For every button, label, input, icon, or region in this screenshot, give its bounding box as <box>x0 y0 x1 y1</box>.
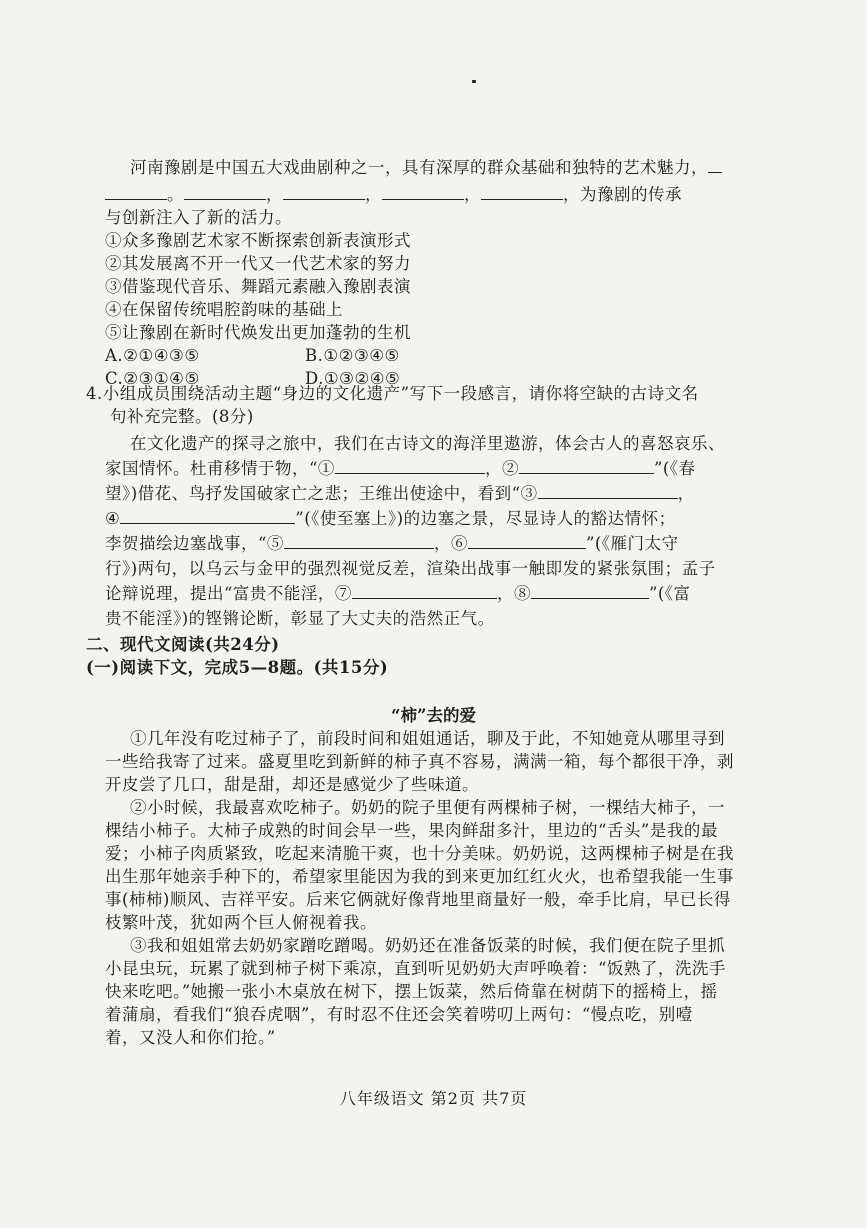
passage-line: 着蒲扇，看我们“狼吞虎咽”，有时忍不住还会笑着唠叨上两句：“慢点吃，别噎 <box>105 1005 693 1024</box>
q4-line: 家国情怀。杜甫移情于物，“① ，② ”(《春 <box>105 459 696 478</box>
passage-line: 快来吃吧。”她搬一张小木桌放在树下，摆上饭菜，然后倚靠在树荫下的摇椅上，摇 <box>105 982 718 1001</box>
q3-line-3: 与创新注入了新的活力。 <box>105 208 292 227</box>
q4-heading-cont: 句补充完整。(8分) <box>110 407 254 426</box>
passage-line: ①几年没有吃过柿子了，前段时间和姐姐通话，聊及于此，不知她竟从哪里寻到 <box>130 729 725 748</box>
passage-line: ③我和姐姐常去奶奶家蹭吃蹭喝。奶奶还在准备饭菜的时候，我们便在院子里抓 <box>130 936 725 955</box>
sub-section-heading: (一)阅读下文，完成5—8题。(共15分) <box>86 658 389 677</box>
q3-item: ①众多豫剧艺术家不断探索创新表演形式 <box>105 231 411 250</box>
passage-line: ②小时候，我最喜欢吃柿子。奶奶的院子里便有两棵柿子树，一棵结大柿子，一 <box>130 798 725 817</box>
answer-blank-5[interactable] <box>284 533 434 549</box>
q4-line: 行》)两句，以乌云与金甲的强烈视觉反差，渲染出战事一触即发的紧张氛围；孟子 <box>105 559 716 578</box>
q4-line: ④ ”(《使至塞上》)的边塞之景，尽显诗人的豁达情怀； <box>105 509 676 528</box>
passage-line: 事(柿柿)顺风、吉祥平安。后来它俩就好像背地里商量好一般，牵手比肩，早已长得 <box>105 890 731 909</box>
answer-blank-4[interactable] <box>120 508 295 524</box>
passage-line: 小昆虫玩，玩累了就到柿子树下乘凉，直到听见奶奶大声呼唤着：“饭熟了，洗洗手 <box>105 959 726 978</box>
answer-blank-2[interactable] <box>519 458 654 474</box>
answer-blank-1[interactable] <box>335 458 485 474</box>
passage-line: 棵结小柿子。大柿子成熟的时间会早一些，果肉鲜甜多汁，里边的“舌头”是我的最 <box>105 821 718 840</box>
ink-dot <box>472 80 476 83</box>
option-a[interactable]: A.②①④③⑤ <box>105 346 200 365</box>
question-3 <box>105 156 715 390</box>
option-c[interactable]: C.②③①④⑤ <box>105 369 200 388</box>
answer-blank-7[interactable] <box>352 583 497 599</box>
q3-item: ②其发展离不开一代又一代艺术家的努力 <box>105 254 411 273</box>
passage-title-wrap <box>0 702 867 726</box>
answer-blank-6[interactable] <box>468 533 586 549</box>
option-b[interactable]: B.①②③④⑤ <box>305 346 400 365</box>
option-d[interactable]: D.①③②④⑤ <box>305 369 401 388</box>
passage-line: 着，又没人和你们抢。” <box>105 1028 276 1047</box>
answer-blank-3[interactable] <box>538 483 678 499</box>
q4-heading: 4.小组成员围绕活动主题“身边的文化遗产”写下一段感言，请你将空缺的古诗文名 <box>86 384 699 403</box>
page-footer: 八年级语文 第2页 共7页 <box>339 1089 528 1108</box>
q3-item: ③借鉴现代音乐、舞蹈元素融入豫剧表演 <box>105 277 411 296</box>
q3-item: ④在保留传统唱腔韵味的基础上 <box>105 300 343 319</box>
q3-line-1: 河南豫剧是中国五大戏曲剧种之一，具有深厚的群众基础和独特的艺术魅力， <box>105 156 715 179</box>
answer-blank[interactable] <box>184 184 266 200</box>
q4-line: 论辩说理，提出“富贵不能淫，⑦ ，⑧ ”(《富 <box>105 584 691 603</box>
answer-blank[interactable] <box>283 184 365 200</box>
answer-blank[interactable] <box>708 157 722 173</box>
passage-line: 一些给我寄了过来。盛夏里吃到新鲜的柿子真不容易，满满一箱，每个都很干净，剥 <box>105 752 734 771</box>
q3-line-2: 。 ， ， ， ，为豫剧的传承 <box>105 183 715 206</box>
answer-blank[interactable] <box>382 184 464 200</box>
passage-line: 爱；小柿子肉质紧致，吃起来清脆干爽，也十分美味。奶奶说，这两棵柿子树是在我 <box>105 844 734 863</box>
q4-line: 望》)借花、鸟抒发国破家亡之悲；王维出使途中，看到“③ ， <box>105 484 695 503</box>
answer-blank-8[interactable] <box>531 583 649 599</box>
passage-title: “柿”去的爱 <box>391 706 476 725</box>
reading-passage <box>105 727 734 1049</box>
q4-passage <box>105 432 725 630</box>
q3-item: ⑤让豫剧在新时代焕发出更加蓬勃的生机 <box>105 323 411 342</box>
passage-line: 枝繁叶茂，犹如两个巨人俯视着我。 <box>105 913 377 932</box>
question-4 <box>86 382 716 428</box>
section-2-header <box>86 633 696 679</box>
passage-line: 出生那年她亲手种下的，希望家里能因为我的到来更加红红火火，也希望我能一生事 <box>105 867 734 886</box>
q4-line: 李贺描绘边塞战事，“⑤ ，⑥ ”(《雁门太守 <box>105 534 679 553</box>
q3-options-row-1 <box>105 344 715 367</box>
q4-line: 贵不能淫》)的铿锵论断，彰显了大丈夫的浩然正气。 <box>105 609 495 628</box>
passage-line: 开皮尝了几口，甜是甜，却还是感觉少了些味道。 <box>105 775 479 794</box>
q4-line: 在文化遗产的探寻之旅中，我们在古诗文的海洋里遨游，体会古人的喜怒哀乐、 <box>130 434 725 453</box>
section-heading: 二、现代文阅读(共24分) <box>86 635 280 654</box>
answer-blank[interactable] <box>481 184 563 200</box>
answer-blank[interactable] <box>105 184 167 200</box>
